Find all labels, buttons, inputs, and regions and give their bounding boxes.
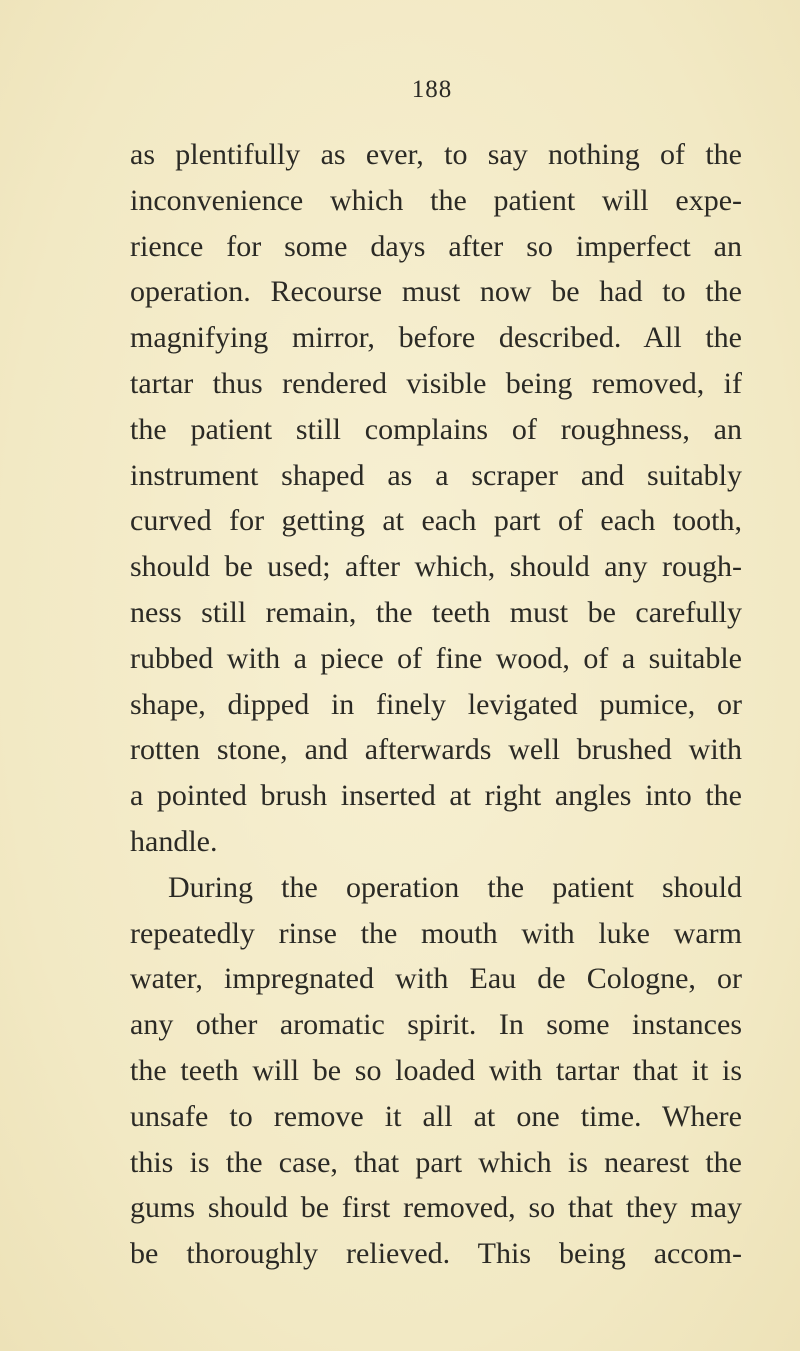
text-line: shape, dipped in finely levigated pumice, or <box>130 687 742 721</box>
text-line: inconvenience which the patient will expe- <box>130 183 742 217</box>
text-line: this is the case, that part which is nearest the <box>130 1145 742 1179</box>
text-line: rience for some days after so imperfect an <box>130 229 742 263</box>
body-text <box>130 132 742 1277</box>
text-line: During the operation the patient should <box>168 870 742 904</box>
text-line: handle. <box>130 824 218 858</box>
page-number: 188 <box>411 76 453 103</box>
text-line: magnifying mirror, before described. All the <box>130 321 742 355</box>
text-line: tartar thus rendered visible being removed, if <box>130 366 742 400</box>
text-line: a pointed brush inserted at right angles into the <box>130 779 742 813</box>
text-line: any other aromatic spirit. In some instances <box>130 1008 742 1042</box>
text-line: as plentifully as ever, to say nothing of the <box>130 138 742 171</box>
text-line: ness still remain, the teeth must be carefully <box>130 595 742 629</box>
text-line: curved for getting at each part of each tooth, <box>130 504 742 538</box>
text-line: the patient still complains of roughness, an <box>130 412 742 446</box>
text-line: operation. Recourse must now be had to the <box>130 275 742 309</box>
text-line: water, impregnated with Eau de Cologne, or <box>130 962 742 996</box>
text-line: rubbed with a piece of fine wood, of a suitable <box>130 641 742 675</box>
text-line: unsafe to remove it all at one time. Where <box>130 1099 742 1133</box>
text-line: instrument shaped as a scraper and suitably <box>130 458 742 492</box>
text-line: be thoroughly relieved. This being accom- <box>130 1237 742 1271</box>
text-line: should be used; after which, should any rough- <box>130 550 742 584</box>
text-line: repeatedly rinse the mouth with luke warm <box>130 916 742 950</box>
text-line: the teeth will be so loaded with tartar that it is <box>130 1053 742 1087</box>
text-line: rotten stone, and afterwards well brushed with <box>130 733 742 767</box>
text-line: gums should be first removed, so that they may <box>130 1191 742 1225</box>
